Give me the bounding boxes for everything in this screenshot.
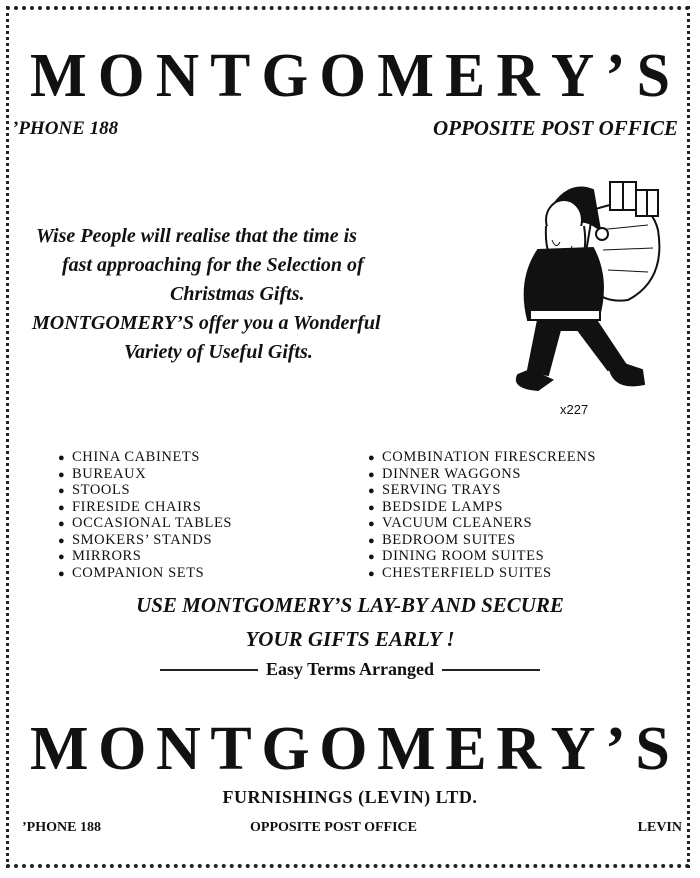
product-name: CHESTERFIELD SUITES: [382, 564, 552, 581]
santa-legs: [528, 320, 626, 375]
masthead-letter: G: [261, 715, 310, 783]
product-name: MIRRORS: [72, 548, 142, 564]
list-item: [58, 516, 232, 533]
list-item: [58, 467, 232, 484]
masthead-letter: N: [156, 715, 201, 783]
masthead-letter: G: [261, 40, 309, 110]
pitch-line: Variety of Useful Gifts.: [124, 341, 313, 363]
product-name: COMPANION SETS: [72, 564, 205, 581]
product-name: BEDSIDE LAMPS: [382, 498, 503, 515]
masthead-letter: M: [30, 715, 89, 783]
list-item: [58, 533, 232, 550]
list-item: [368, 566, 596, 583]
masthead-letter: N: [155, 40, 200, 110]
product-name: CHINA CABINETS: [72, 449, 201, 465]
bullet-icon: ●: [58, 551, 66, 563]
list-item: [58, 500, 232, 517]
pitch-text: [26, 222, 486, 367]
layby-line-2: YOUR GIFTS EARLY !: [245, 627, 455, 651]
masthead-letter: ’: [605, 715, 626, 783]
list-item: [58, 566, 232, 583]
masthead-letter: Y: [550, 40, 595, 110]
bullet-icon: ●: [58, 534, 66, 547]
rule-left: [160, 669, 258, 671]
product-name: OCCASIONAL TABLES: [72, 515, 233, 531]
masthead-letter: S: [636, 40, 670, 110]
bullet-icon: ●: [58, 567, 66, 580]
product-name: VACUUM CLEANERS: [382, 515, 533, 531]
footer-town: LEVIN: [637, 820, 682, 835]
bullet-icon: ●: [58, 501, 66, 514]
pitch-line: Christmas Gifts.: [170, 283, 305, 305]
list-item: [368, 450, 596, 467]
list-item: [58, 549, 232, 566]
product-name: STOOLS: [72, 482, 131, 498]
list-item: [368, 483, 596, 500]
product-name: BEDROOM SUITES: [382, 531, 516, 548]
pitch-line: MONTGOMERY’S offer you a Wonderful: [32, 312, 381, 334]
masthead-letter: O: [97, 40, 145, 110]
illustration-ref-code: x227: [560, 402, 589, 417]
bullet-icon: ●: [368, 501, 376, 514]
masthead-letter: M: [377, 715, 436, 783]
bullet-icon: ●: [368, 468, 376, 481]
product-name: DINING ROOM SUITES: [382, 548, 545, 564]
bullet-icon: ●: [368, 567, 376, 580]
product-name: BUREAUX: [72, 465, 147, 482]
masthead-letter: E: [445, 715, 487, 783]
masthead-letter: T: [210, 715, 252, 783]
masthead-letter: Y: [550, 715, 596, 783]
masthead-letter: E: [445, 40, 486, 110]
list-item: [368, 516, 596, 533]
masthead-letter: M: [377, 40, 434, 110]
easy-terms-text: Easy Terms Arranged: [266, 659, 435, 679]
masthead-letter: O: [319, 40, 367, 110]
list-item: [368, 549, 596, 566]
bullet-icon: ●: [58, 468, 66, 481]
product-list-right: [368, 450, 596, 582]
bullet-icon: ●: [368, 518, 376, 530]
masthead-letter: T: [210, 40, 251, 110]
header-phone: ’PHONE 188: [12, 118, 119, 139]
list-item: [58, 483, 232, 500]
footer-location: OPPOSITE POST OFFICE: [250, 820, 417, 835]
list-item: [368, 500, 596, 517]
masthead-top: [30, 38, 670, 112]
product-name: COMBINATION FIRESCREENS: [382, 449, 597, 465]
bullet-icon: ●: [58, 452, 66, 464]
bullet-icon: ●: [368, 485, 376, 497]
company-name: FURNISHINGS (LEVIN) LTD.: [222, 787, 478, 807]
pitch-line: fast approaching for the Selection of: [62, 254, 364, 276]
layby-line-1: USE MONTGOMERY’S LAY-BY AND SECURE: [136, 593, 564, 617]
masthead-letter: M: [30, 40, 87, 110]
pitch-line: Wise People will realise that the time is: [36, 225, 357, 247]
easy-terms: [160, 659, 540, 680]
bullet-icon: ●: [58, 518, 66, 530]
masthead-letter: R: [496, 715, 542, 783]
list-item: [368, 533, 596, 550]
product-list-left: [58, 450, 232, 582]
masthead-letter: O: [98, 715, 147, 783]
masthead-bottom: [30, 715, 670, 785]
bullet-icon: ●: [58, 485, 66, 497]
product-name: SMOKERS’ STANDS: [72, 531, 213, 548]
footer-phone: ’PHONE 188: [22, 820, 101, 835]
masthead-letter: R: [496, 40, 540, 110]
product-name: SERVING TRAYS: [382, 482, 502, 498]
list-item: [368, 467, 596, 484]
product-name: FIRESIDE CHAIRS: [72, 498, 202, 515]
masthead-letter: O: [319, 715, 368, 783]
list-item: [58, 450, 232, 467]
bullet-icon: ●: [368, 452, 376, 464]
masthead-letter: ’: [605, 40, 626, 110]
santa-boot: [610, 364, 644, 385]
bullet-icon: ●: [368, 534, 376, 547]
rule-right: [442, 669, 540, 671]
masthead-letter: S: [635, 715, 670, 783]
product-name: DINNER WAGGONS: [382, 465, 522, 482]
bullet-icon: ●: [368, 551, 376, 563]
santa-illustration: [498, 170, 668, 420]
header-location: OPPOSITE POST OFFICE: [432, 116, 678, 140]
